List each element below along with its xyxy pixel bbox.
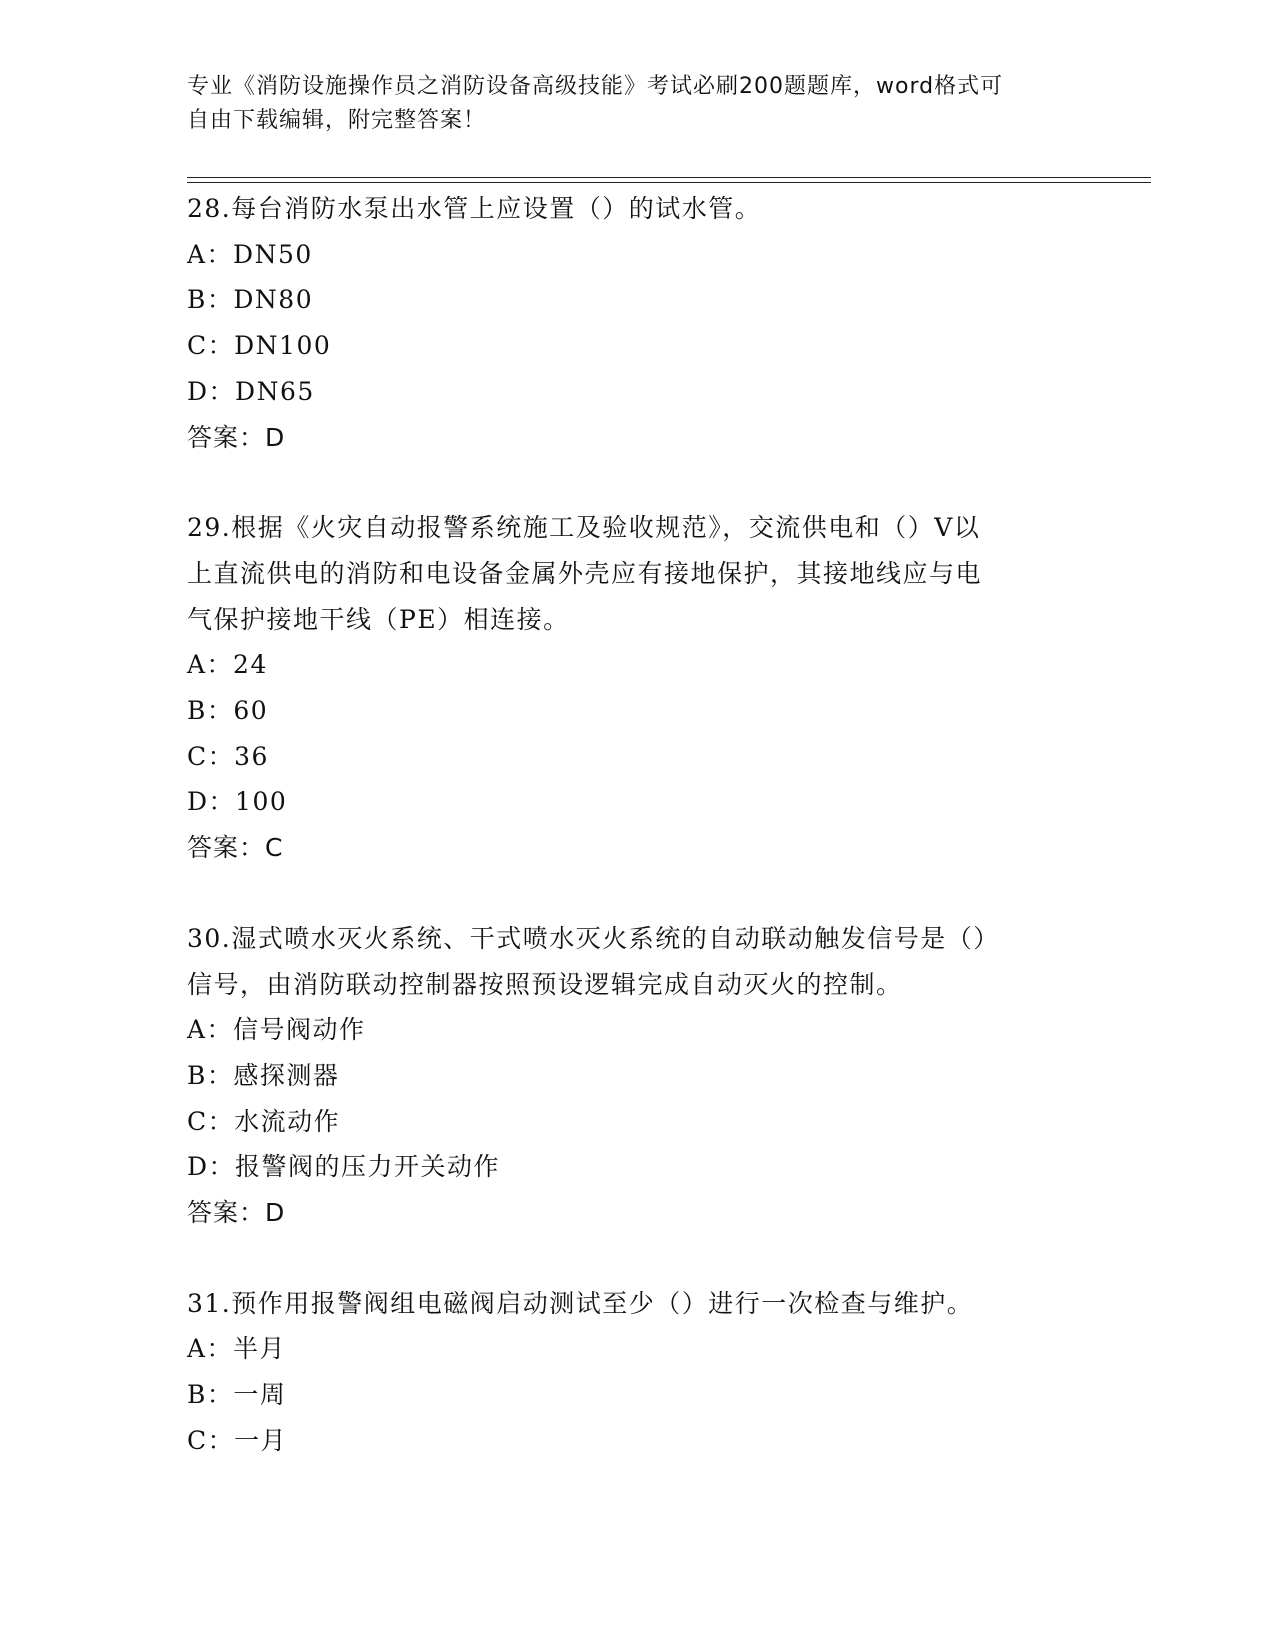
- question-list: [187, 186, 1067, 1509]
- question-stem-line-3: 气保护接地干线（PE）相连接。: [187, 604, 570, 634]
- answer: 答案：C: [187, 833, 284, 863]
- option-d: D：报警阀的压力开关动作: [187, 1152, 501, 1182]
- question-stem-line-2: 信号，由消防联动控制器按照预设逻辑完成自动灭火的控制。: [187, 969, 903, 999]
- option-a: A：半月: [187, 1334, 287, 1364]
- option-d: D：100: [187, 787, 288, 817]
- option-b: B：60: [187, 696, 269, 726]
- question-31: [187, 1281, 1067, 1464]
- option-c: C：水流动作: [187, 1106, 341, 1136]
- question-29: [187, 505, 1067, 871]
- question-stem-line-1: 30.湿式喷水灭火系统、干式喷水灭火系统的自动联动触发信号是（）: [187, 923, 1000, 953]
- option-b: B：DN80: [187, 285, 314, 315]
- option-c: C：一月: [187, 1425, 288, 1455]
- question-stem-line-1: 29.根据《火灾自动报警系统施工及验收规范》，交流供电和（）V以: [187, 513, 981, 543]
- option-d: D：DN65: [187, 376, 315, 406]
- header-line-1: 专业《消防设施操作员之消防设备高级技能》考试必刷200题题库，word格式可: [187, 74, 1004, 99]
- question-28: [187, 186, 1067, 460]
- option-b: B：一周: [187, 1380, 287, 1410]
- question-stem: 28.每台消防水泵出水管上应设置（）的试水管。: [187, 194, 762, 223]
- header-line-2: 自由下载编辑，附完整答案！: [187, 108, 487, 133]
- question-stem: 31.预作用报警阀组电磁阀启动测试至少（）进行一次检查与维护。: [187, 1288, 974, 1318]
- option-c: C：DN100: [187, 331, 332, 361]
- question-30: [187, 916, 1067, 1236]
- answer: 答案：D: [187, 1198, 286, 1228]
- header-double-rule: [187, 177, 1151, 183]
- option-c: C：36: [187, 741, 269, 771]
- question-stem-line-2: 上直流供电的消防和电设备金属外壳应有接地保护，其接地线应与电: [187, 558, 983, 588]
- option-a: A：信号阀动作: [187, 1015, 366, 1045]
- document-header: [187, 70, 1067, 138]
- answer: 答案：D: [187, 422, 286, 452]
- option-a: A：DN50: [187, 239, 313, 269]
- option-b: B：感探测器: [187, 1060, 340, 1090]
- option-a: A：24: [187, 650, 268, 680]
